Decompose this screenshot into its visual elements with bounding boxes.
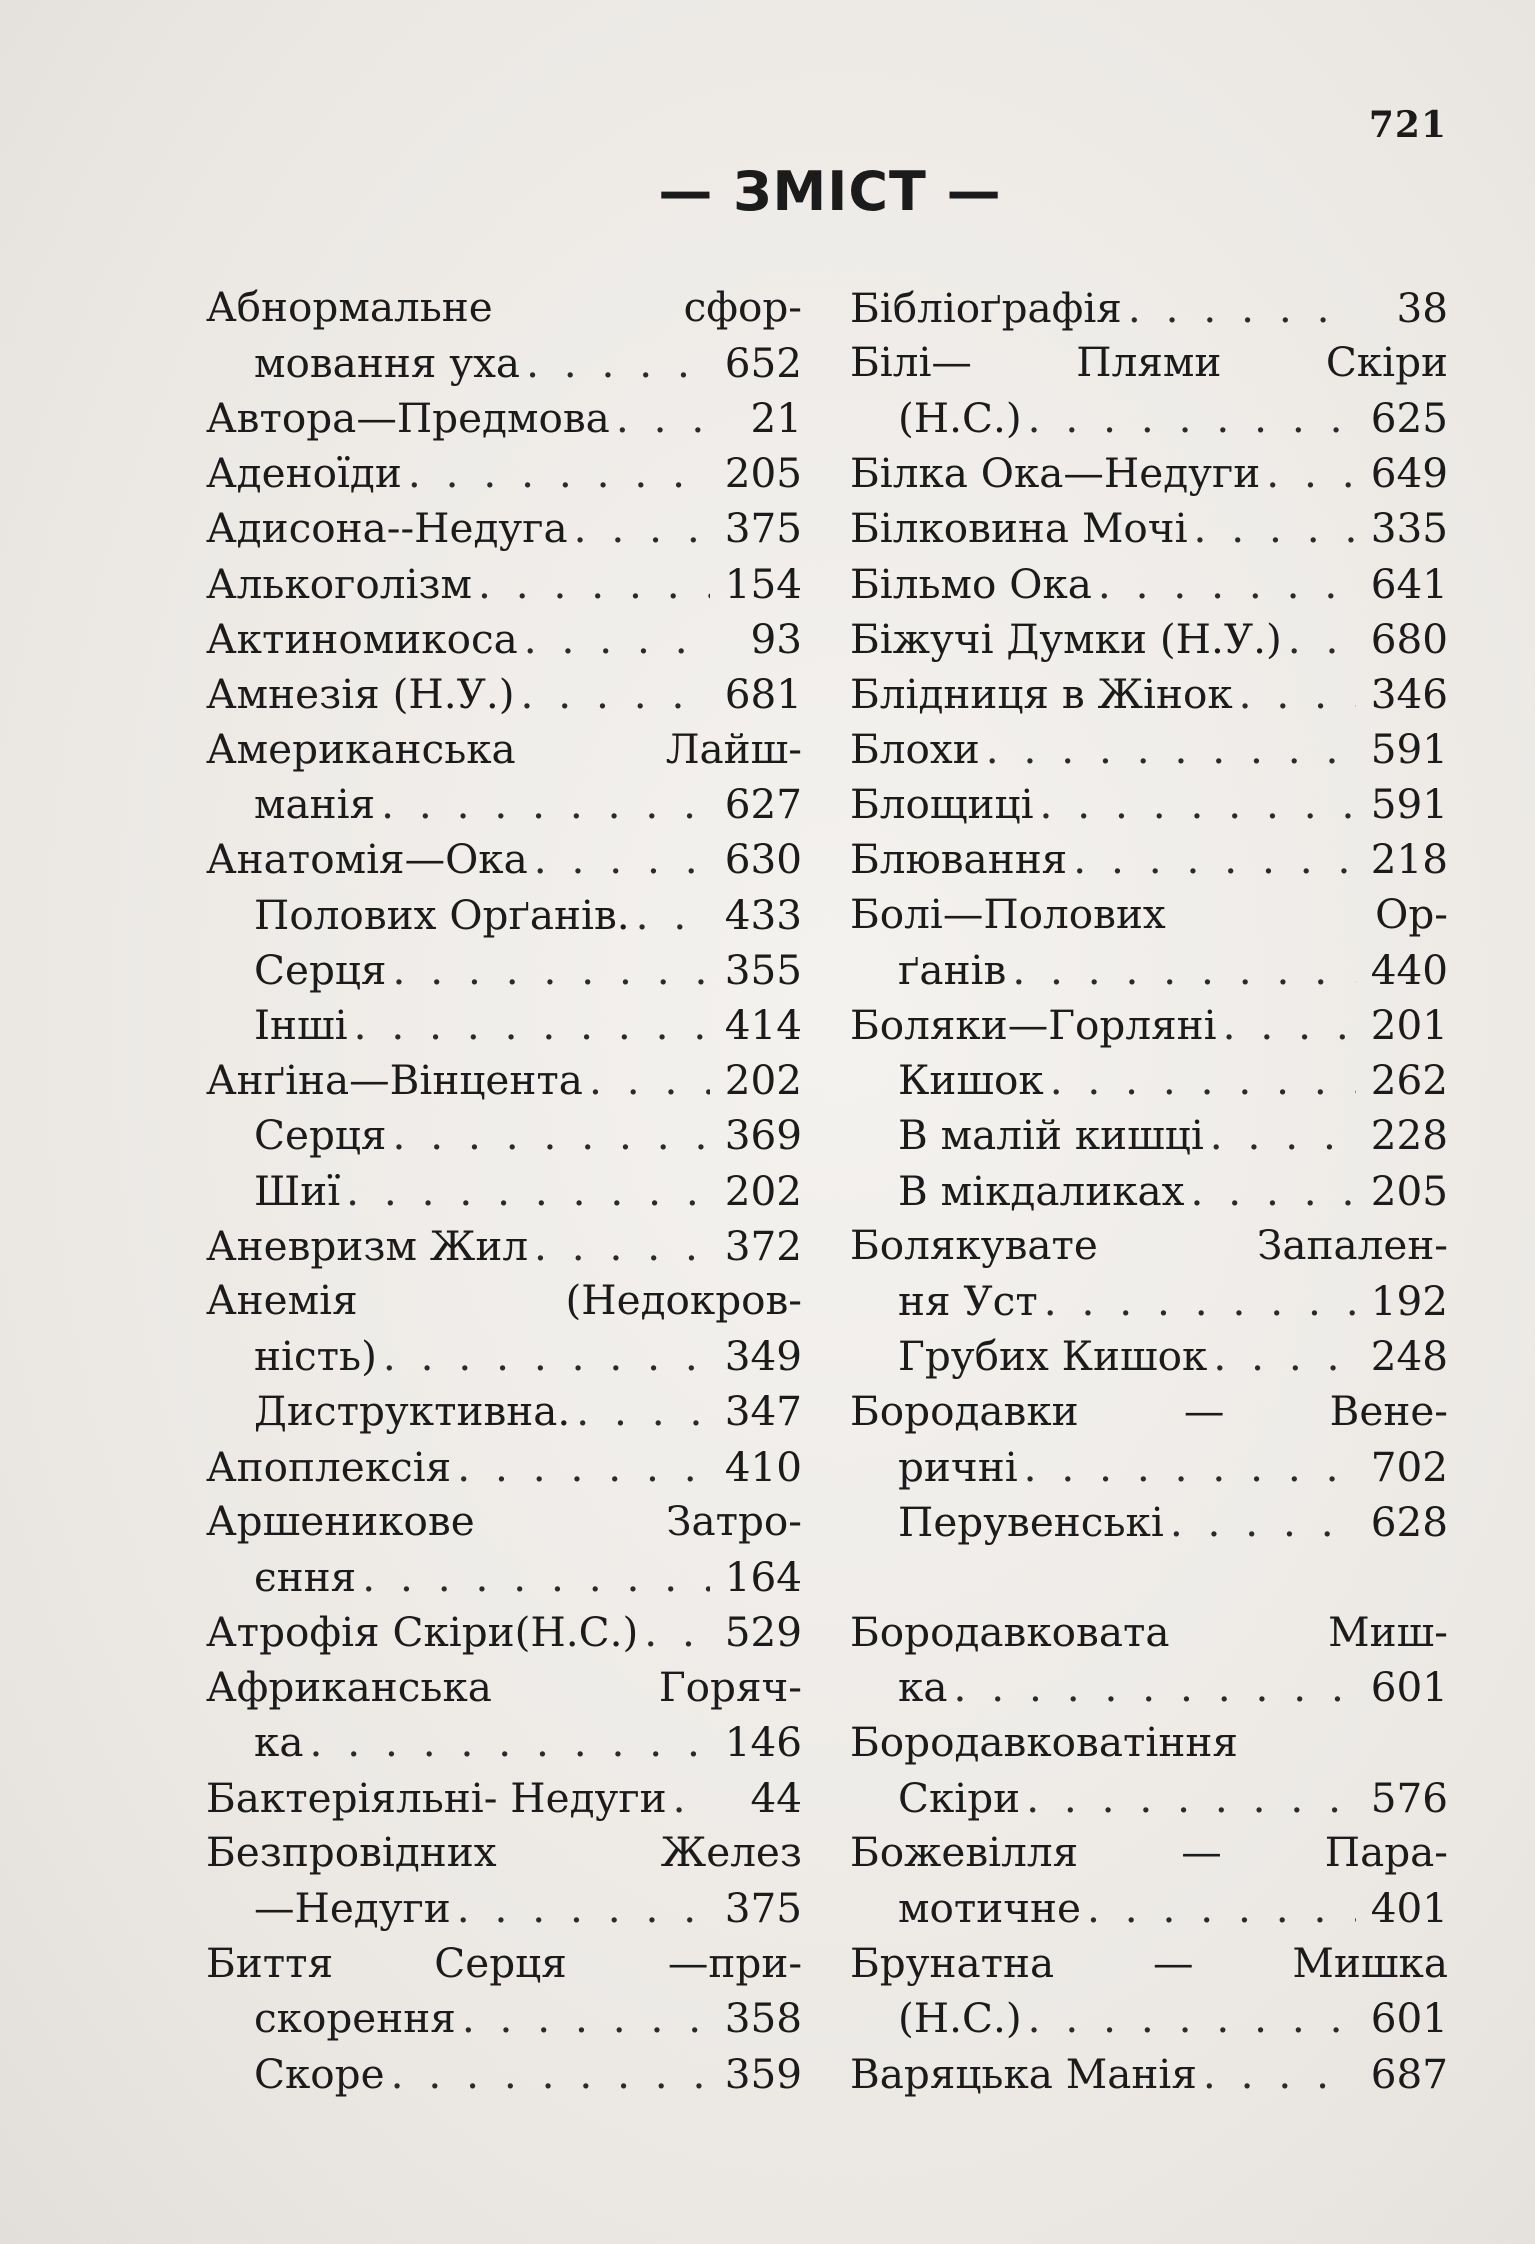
dot-leader xyxy=(1210,1111,1356,1159)
entry-term: Анемія (Недокров- xyxy=(206,1276,802,1325)
index-entry xyxy=(206,335,802,390)
dot-leader xyxy=(478,560,710,608)
entry-page-number: 628 xyxy=(1370,1497,1448,1546)
dot-leader xyxy=(1288,615,1356,663)
entry-term: Божевілля — Пара- xyxy=(850,1828,1448,1877)
dot-leader xyxy=(1024,1443,1356,1491)
entry-term: ґанів xyxy=(898,945,1007,994)
entry-term: (Н.С.) xyxy=(898,393,1022,442)
entry-term: Анатомія—Ока xyxy=(206,835,528,884)
entry-page-number: 202 xyxy=(724,1056,802,1105)
entry-term: Автора—Предмова xyxy=(206,393,610,442)
index-entry xyxy=(850,1770,1448,1825)
dot-leader xyxy=(392,946,710,994)
index-entry xyxy=(850,1660,1448,1715)
dot-leader xyxy=(986,725,1356,773)
dot-leader xyxy=(1073,835,1356,883)
dot-leader xyxy=(636,891,710,939)
index-entry xyxy=(206,1439,802,1494)
index-entry xyxy=(206,1660,802,1715)
entry-page-number: 681 xyxy=(724,669,802,718)
entry-term: Блощиці xyxy=(850,780,1034,829)
entry-page-number: 349 xyxy=(724,1332,802,1381)
entry-page-number: 205 xyxy=(1370,1166,1448,1215)
entry-page-number: 346 xyxy=(1370,669,1448,718)
entry-term: Амнезія (Н.У.) xyxy=(206,669,515,718)
dot-leader xyxy=(1128,284,1356,332)
index-entry xyxy=(850,942,1448,997)
index-entry xyxy=(850,666,1448,721)
entry-page-number: 601 xyxy=(1370,1994,1448,2043)
dot-leader xyxy=(1223,1001,1356,1049)
dot-leader xyxy=(1028,1994,1356,2042)
entry-page-number: 630 xyxy=(724,835,802,884)
index-entry xyxy=(206,1273,802,1328)
entry-page-number: 205 xyxy=(724,449,802,498)
dot-leader xyxy=(391,2050,710,2098)
entry-term: ка xyxy=(898,1663,948,1712)
entry-term: мовання уха xyxy=(254,338,521,387)
entry-page-number: 44 xyxy=(750,1773,802,1822)
index-entry xyxy=(850,1715,1448,1770)
index-entry xyxy=(206,1991,802,2046)
blank-line xyxy=(850,1549,1448,1604)
entry-term: Шиї xyxy=(254,1166,341,1215)
index-entry xyxy=(850,556,1448,611)
entry-term: Скоре xyxy=(254,2049,385,2098)
entry-page-number: 680 xyxy=(1370,614,1448,663)
index-entry xyxy=(206,1218,802,1273)
index-entry xyxy=(206,1936,802,1991)
dot-leader xyxy=(589,1056,710,1104)
index-entry xyxy=(850,335,1448,390)
entry-term: Американська Лайш- xyxy=(206,724,802,773)
entry-page-number: 192 xyxy=(1370,1276,1448,1325)
entry-term: Аршеникове Затро- xyxy=(206,1497,802,1546)
entry-term: єння xyxy=(254,1552,357,1601)
entry-term: Серця xyxy=(254,1111,387,1160)
index-entry xyxy=(850,1329,1448,1384)
index-entry xyxy=(206,722,802,777)
index-entry xyxy=(850,1936,1448,1991)
index-entry xyxy=(850,1218,1448,1273)
dot-leader xyxy=(616,394,710,442)
entry-term: Аденоїди xyxy=(206,449,402,498)
index-entry xyxy=(206,1053,802,1108)
index-entry xyxy=(850,1991,1448,2046)
index-entry xyxy=(206,942,802,997)
entry-page-number: 440 xyxy=(1370,945,1448,994)
dot-leader xyxy=(392,1111,710,1159)
index-entry xyxy=(206,1770,802,1825)
entry-term: —Недуги xyxy=(254,1884,451,1933)
entry-term: Білі— Плями Скіри xyxy=(850,338,1448,387)
index-column-right xyxy=(850,280,1448,2101)
entry-page-number: 369 xyxy=(724,1111,802,1160)
index-entry xyxy=(206,1494,802,1549)
entry-page-number: 335 xyxy=(1370,504,1448,553)
entry-page-number: 164 xyxy=(724,1552,802,1601)
index-entry xyxy=(850,832,1448,887)
dot-leader xyxy=(362,1553,710,1601)
entry-term: Кишок xyxy=(898,1056,1044,1105)
entry-page-number: 93 xyxy=(750,614,802,663)
index-entry xyxy=(206,1549,802,1604)
dot-leader xyxy=(1098,560,1356,608)
index-entry xyxy=(206,1163,802,1218)
entry-term: Африканська Горяч- xyxy=(206,1662,802,1711)
entry-page-number: 433 xyxy=(724,890,802,939)
entry-term: Актиномикоса xyxy=(206,614,518,663)
entry-term: Бородавковата Миш- xyxy=(850,1607,1448,1656)
index-entry xyxy=(850,777,1448,832)
entry-term: ня Уст xyxy=(898,1276,1038,1325)
entry-page-number: 248 xyxy=(1370,1332,1448,1381)
entry-term: Абнормальне сфор- xyxy=(206,283,802,331)
entry-term: Біжучі Думки (Н.У.) xyxy=(850,614,1282,663)
index-entry xyxy=(206,611,802,666)
entry-term: Грубих Кишок xyxy=(898,1332,1208,1381)
entry-term: Болякувате Запален- xyxy=(850,1221,1448,1270)
dot-leader xyxy=(381,780,710,828)
entry-page-number: 358 xyxy=(724,1994,802,2043)
index-entry xyxy=(206,501,802,556)
entry-page-number: 591 xyxy=(1370,725,1448,774)
entry-term: Апоплексія xyxy=(206,1442,452,1491)
entry-term: Бактеріяльні- Недуги xyxy=(206,1773,667,1822)
dot-leader xyxy=(309,1718,710,1766)
index-entry xyxy=(850,1494,1448,1549)
entry-term: Болі—Полових Ор- xyxy=(850,890,1448,939)
entry-term: скорення xyxy=(254,1994,456,2043)
dot-leader xyxy=(1203,2050,1356,2098)
index-entry xyxy=(850,446,1448,501)
entry-term: В малій кишці xyxy=(898,1111,1204,1160)
dot-leader xyxy=(576,1387,710,1435)
index-entry xyxy=(850,1880,1448,1935)
entry-term: ка xyxy=(254,1718,304,1767)
entry-page-number: 529 xyxy=(724,1608,802,1657)
entry-page-number: 702 xyxy=(1370,1442,1448,1491)
page-title: — ЗМІСТ — xyxy=(658,160,1002,223)
entry-term: Атрофія Скіри(Н.С.) xyxy=(206,1608,639,1657)
entry-term: Аневризм Жил xyxy=(206,1221,529,1270)
index-entry xyxy=(206,1329,802,1384)
entry-term: Бібліоґрафія xyxy=(850,283,1122,332)
dot-leader xyxy=(1028,394,1356,442)
index-entry xyxy=(850,390,1448,445)
entry-term: Варяцька Манія xyxy=(850,2049,1197,2098)
entry-page-number: 649 xyxy=(1370,449,1448,498)
dot-leader xyxy=(644,1608,710,1656)
index-entry xyxy=(850,1439,1448,1494)
dot-leader xyxy=(1213,1332,1356,1380)
index-entry xyxy=(206,666,802,721)
entry-term: ність) xyxy=(254,1332,377,1381)
entry-term: Брунатна — Мишка xyxy=(850,1938,1448,1987)
entry-page-number: 601 xyxy=(1370,1663,1448,1712)
entry-term: Безпровідних Желез xyxy=(206,1828,802,1877)
index-entry xyxy=(206,997,802,1052)
entry-page-number: 375 xyxy=(724,504,802,553)
dot-leader xyxy=(534,835,710,883)
index-entry xyxy=(850,722,1448,777)
dot-leader xyxy=(526,339,710,387)
dot-leader xyxy=(1044,1277,1356,1325)
entry-term: Бородавковатіння xyxy=(850,1718,1238,1767)
dot-leader xyxy=(1050,1056,1356,1104)
dot-leader xyxy=(354,1001,710,1049)
index-entry xyxy=(850,1605,1448,1660)
index-entry xyxy=(206,2046,802,2101)
dot-leader xyxy=(462,1994,710,2042)
dot-leader xyxy=(1266,449,1356,497)
entry-page-number: 375 xyxy=(724,1884,802,1933)
entry-page-number: 591 xyxy=(1370,780,1448,829)
dot-leader xyxy=(408,449,710,497)
dot-leader xyxy=(383,1332,710,1380)
entry-term: Боляки—Горляні xyxy=(850,1001,1217,1050)
entry-term: Скіри xyxy=(898,1773,1021,1822)
dot-leader xyxy=(1040,780,1356,828)
entry-term: Алькоголізм xyxy=(206,559,473,608)
dot-leader xyxy=(346,1167,710,1215)
index-entry xyxy=(206,832,802,887)
entry-term: Блювання xyxy=(850,835,1068,884)
entry-term: Білка Ока—Недуги xyxy=(850,449,1261,498)
entry-page-number: 218 xyxy=(1370,835,1448,884)
entry-page-number: 154 xyxy=(724,559,802,608)
entry-page-number: 401 xyxy=(1370,1884,1448,1933)
entry-term: Більмо Ока xyxy=(850,559,1092,608)
index-entry xyxy=(850,611,1448,666)
entry-term: ричні xyxy=(898,1442,1018,1491)
dot-leader xyxy=(953,1663,1356,1711)
entry-term: манія xyxy=(254,780,376,829)
index-entry xyxy=(850,1384,1448,1439)
dot-leader xyxy=(1012,946,1356,994)
entry-page-number: 347 xyxy=(724,1387,802,1436)
index-entry xyxy=(206,556,802,611)
index-entry xyxy=(206,1605,802,1660)
index-entry xyxy=(850,1053,1448,1108)
index-entry xyxy=(206,390,802,445)
entry-page-number: 627 xyxy=(724,780,802,829)
dot-leader xyxy=(457,1884,710,1932)
index-entry xyxy=(206,1825,802,1880)
entry-page-number: 38 xyxy=(1396,283,1448,332)
dot-leader xyxy=(1194,504,1356,552)
entry-term: Адисона--Недуга xyxy=(206,504,568,553)
entry-page-number: 21 xyxy=(750,393,802,442)
entry-term: Інші xyxy=(254,1001,348,1050)
dot-leader xyxy=(1239,670,1356,718)
index-entry xyxy=(206,777,802,832)
entry-term: Перувенські xyxy=(898,1497,1164,1546)
dot-leader xyxy=(1026,1774,1356,1822)
index-entry xyxy=(850,1273,1448,1328)
dot-leader xyxy=(574,504,710,552)
dot-leader xyxy=(1087,1884,1356,1932)
entry-page-number: 641 xyxy=(1370,559,1448,608)
dot-leader xyxy=(457,1443,710,1491)
entry-page-number: 146 xyxy=(724,1718,802,1767)
index-entry xyxy=(206,1384,802,1439)
index-entry xyxy=(850,997,1448,1052)
index-entry xyxy=(850,1163,1448,1218)
entry-term: В мікдаликах xyxy=(898,1166,1185,1215)
index-entry xyxy=(850,887,1448,942)
dot-leader xyxy=(673,1774,710,1822)
entry-term: Анґіна—Вінцента xyxy=(206,1056,583,1105)
entry-page-number: 576 xyxy=(1370,1773,1448,1822)
index-entry xyxy=(850,501,1448,556)
entry-term: Биття Серця —при- xyxy=(206,1938,802,1987)
entry-term: мотичне xyxy=(898,1884,1082,1933)
index-entry xyxy=(850,280,1448,335)
index-entry xyxy=(206,280,802,335)
index-entry xyxy=(206,1108,802,1163)
entry-term: Серця xyxy=(254,945,387,994)
index-entry xyxy=(206,1880,802,1935)
entry-page-number: 201 xyxy=(1370,1001,1448,1050)
dot-leader xyxy=(534,1222,710,1270)
entry-term: Диструктивна. xyxy=(254,1387,571,1436)
index-entry xyxy=(206,1715,802,1770)
dot-leader xyxy=(1170,1498,1356,1546)
dot-leader xyxy=(521,670,710,718)
entry-page-number: 652 xyxy=(724,338,802,387)
entry-page-number: 414 xyxy=(724,1001,802,1050)
index-entry xyxy=(850,1825,1448,1880)
entry-page-number: 410 xyxy=(724,1442,802,1491)
entry-term: Блідниця в Жінок xyxy=(850,669,1233,718)
entry-page-number: 359 xyxy=(724,2049,802,2098)
entry-page-number: 228 xyxy=(1370,1111,1448,1160)
entry-term: Білковина Мочі xyxy=(850,504,1188,553)
dot-leader xyxy=(1191,1167,1356,1215)
index-entry xyxy=(850,1108,1448,1163)
entry-term: (Н.С.) xyxy=(898,1994,1022,2043)
entry-page-number: 625 xyxy=(1370,393,1448,442)
index-column-left xyxy=(206,280,802,2101)
entry-term: Бородавки — Вене- xyxy=(850,1386,1448,1435)
index-entry xyxy=(206,446,802,501)
index-entry xyxy=(206,887,802,942)
page-number: 721 xyxy=(1368,104,1447,146)
index-entry xyxy=(850,2046,1448,2101)
entry-term: Полових Орґанів. xyxy=(254,890,630,939)
entry-page-number: 372 xyxy=(724,1221,802,1270)
entry-page-number: 262 xyxy=(1370,1056,1448,1105)
entry-page-number: 202 xyxy=(724,1166,802,1215)
entry-term: Блохи xyxy=(850,725,980,774)
dot-leader xyxy=(524,615,710,663)
entry-page-number: 355 xyxy=(724,945,802,994)
entry-page-number: 687 xyxy=(1370,2049,1448,2098)
